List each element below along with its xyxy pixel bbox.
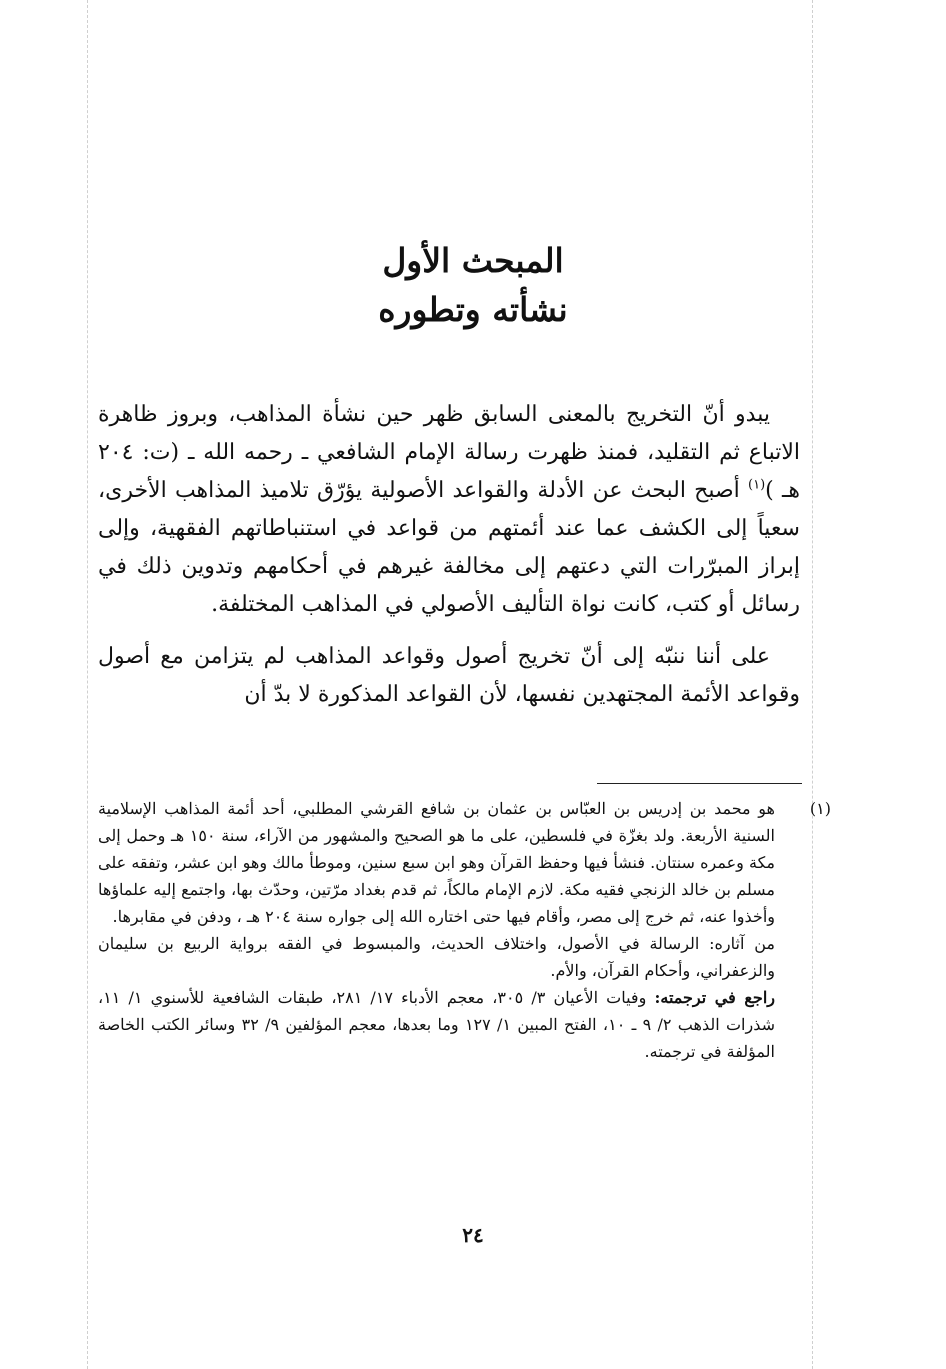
paragraph-1-part-1: يبدو أنّ التخريج بالمعنى السابق ظهر حين نشأة المذاهب، وبروز ظاهرة الاتباع ثم التقليد، فمنذ ظهرت رسالة الإمام الشافعي ـ رحمه الله ـ (ت: ٢٠٤ هـ ) (98, 402, 801, 503)
footnote-reference[interactable]: (١) (748, 477, 766, 493)
paragraph-2: على أننا ننبّه إلى أنّ تخريج أصول وقواعد المذاهب لم يتزامن مع أصول وقواعد الأئمة المجتهدين نفسها، لأن القواعد المذكورة لا بدّ أن (98, 644, 800, 707)
footnote-references (98, 984, 803, 1065)
footnote-number: (١) (809, 799, 831, 818)
footnote-references-label: راجع في ترجمته: (654, 988, 775, 1007)
footnotes-section (98, 795, 831, 1065)
footnote-references-text: وفيات الأعيان ٣/ ٣٠٥، معجم الأدباء ١٧/ ٢٨١، طبقات الشافعية للأسنوي ١/ ١١، شذرات الذهب ٢/ ٩ ـ ١٠، الفتح المبين ١/ ١٢٧ وما بعدها، معجم المؤلفين ٩/ ٣٢ وسائر الكتب الخاصة المؤلفة في ترجمته. (98, 988, 776, 1061)
footnote-bio (98, 795, 831, 930)
section-subtitle: نشأته وتطوره (378, 290, 568, 329)
footnote-separator (597, 783, 802, 784)
section-title: المبحث الأول (382, 241, 564, 280)
footnote-works: من آثاره: الرسالة في الأصول، واختلاف الحديث، والمبسوط في الفقه برواية الربيع بن سليمان والزعفراني، وأحكام القرآن، والأم. (98, 934, 775, 980)
page-number: ٢٤ (462, 1223, 484, 1247)
main-text (98, 396, 800, 714)
scan-margin-line-right (812, 0, 813, 1369)
paragraph-1 (98, 396, 800, 624)
scan-margin-line-left (87, 0, 88, 1369)
footnote-bio-text: هو محمد بن إدريس بن العبّاس بن عثمان بن شافع القرشي المطلبي، أحد أئمة المذاهب الإسلامية السنية الأربعة. ولد بغزّة في فلسطين، على ما هو الصحيح والمشهور من الآراء، سنة ١٥٠ هـ وحمل إلى مكة وعمره سنتان. فنشأ فيها وحفظ القرآن وهو ابن سبع سنين، وموطأ مالك وهو ابن عشر، وتفقه على مسلم بن خالد الزنجي فقيه مكة. لازم الإمام مالكاً، ثم قدم بغداد مرّتين، وحدّث بها، واجتمع إليه علماؤها وأخذوا عنه، ثم خرج إلى مصر، وأقام فيها حتى اختاره الله إلى جواره سنة ٢٠٤ هـ ، ودفن في مقابرها. (98, 799, 775, 926)
paragraph-1-part-2: أصبح البحث عن الأدلة والقواعد الأصولية يؤرّق تلاميذ المذاهب الأخرى، سعياً إلى الكشف عما عند أئمتهم من قواعد في استنباطاتهم الفقهية، وإلى إبراز المبرّرات التي دعتهم إلى مخالفة غيرهم في أحكامهم وتدوين ذلك في رسائل أو كتب، كانت نواة التأليف الأصولي في المذاهب المختلفة. (98, 478, 800, 617)
